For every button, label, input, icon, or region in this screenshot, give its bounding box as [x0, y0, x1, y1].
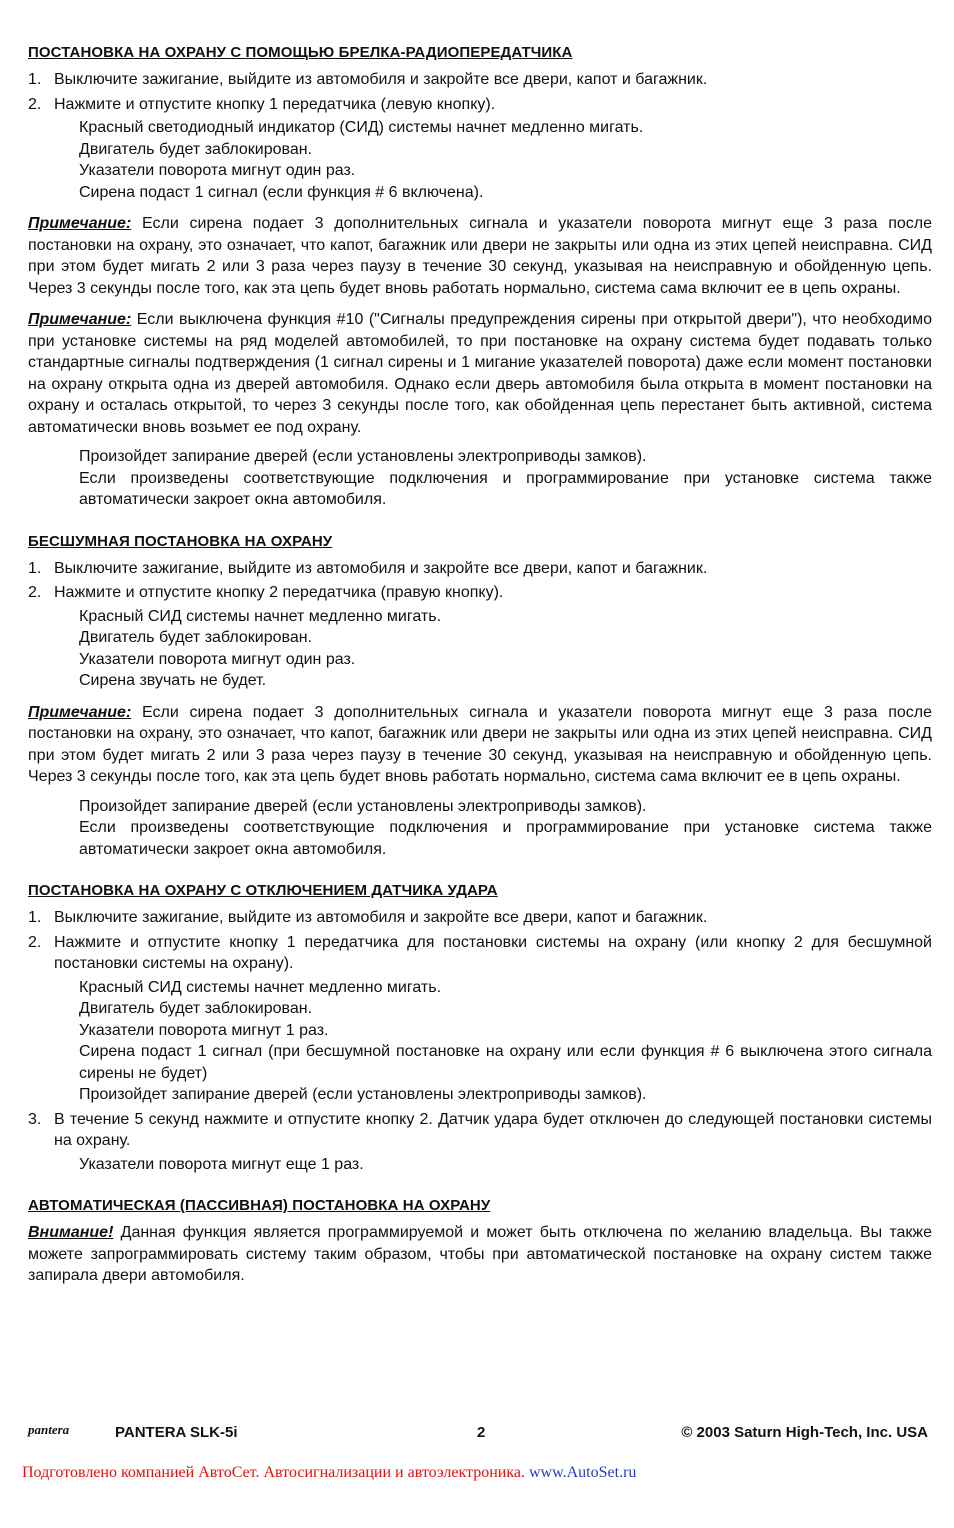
result-line: Указатели поворота мигнут еще 1 раз.	[79, 1155, 364, 1173]
footer-copyright: © 2003 Saturn High-Tech, Inc. USA	[681, 1424, 928, 1441]
result-line: Если произведены соответствующие подключения и программирование при установке система также автоматически закроет окна автомобиля.	[79, 469, 932, 508]
result-line: Двигатель будет заблокирован.	[79, 1000, 313, 1017]
section-passive-arming	[28, 1197, 932, 1287]
section-heading: БЕСШУМНАЯ ПОСТАНОВКА НА ОХРАНУ	[28, 532, 333, 550]
after-notes	[28, 796, 932, 861]
warning-paragraph: Внимание! Данная функция является программируемой и может быть отключена по желанию владельца. Вы также можете запрограммировать систему таким образом, чтобы при автоматической постановке на охрану систем также запирала двери автомобиля.	[28, 1224, 933, 1284]
section-heading: АВТОМАТИЧЕСКАЯ (ПАССИВНАЯ) ПОСТАНОВКА НА ОХРАНУ	[28, 1197, 491, 1214]
step-2: 2. Нажмите и отпустите кнопку 1 передатчика (левую кнопку).	[28, 95, 496, 113]
step-results	[28, 1154, 932, 1176]
after-notes	[28, 446, 932, 511]
step-1: 1. Выключите зажигание, выйдите из автомобиля и закройте все двери, капот и багажник.	[28, 909, 708, 926]
step-2: 2. Нажмите и отпустите кнопку 2 передатчика (правую кнопку).	[28, 584, 504, 601]
step-1: 1. Выключите зажигание, выйдите из автомобиля и закройте все двери, капот и багажник.	[28, 71, 708, 88]
result-line: Указатели поворота мигнут 1 раз.	[79, 1021, 329, 1039]
step-2: 2. Нажмите и отпустите кнопку 1 передатчика для постановки системы на охрану (или кнопку 2 для бесшумной постановки системы на охрану).	[28, 933, 932, 972]
result-line: Красный СИД системы начнет медленно мигать.	[79, 978, 442, 996]
note-label: Примечание:	[28, 703, 132, 721]
result-line: Сирена звучать не будет.	[79, 672, 267, 689]
result-line: Двигатель будет заблокирован.	[79, 629, 313, 646]
step-3: 3. В течение 5 секунд нажмите и отпустите кнопку 2. Датчик удара будет отключен до следующей постановки системы на охрану.	[28, 1110, 932, 1149]
result-line: Красный СИД системы начнет медленно мигать.	[79, 607, 442, 625]
note-label: Примечание:	[28, 215, 132, 232]
result-line: Двигатель будет заблокирован.	[79, 140, 313, 158]
section-heading: ПОСТАНОВКА НА ОХРАНУ С ПОМОЩЬЮ БРЕЛКА-РАДИОПЕРЕДАТЧИКА	[28, 44, 573, 61]
result-line: Указатели поворота мигнут один раз.	[79, 162, 356, 179]
section-shock-sensor-bypass	[28, 882, 932, 1175]
page-number: 2	[477, 1424, 486, 1441]
result-line: Произойдет запирание дверей (если установлены электроприводы замков).	[79, 448, 647, 465]
pantera-logo-icon: pantera	[28, 1422, 70, 1437]
step-results	[28, 977, 932, 1106]
result-line: Сирена подаст 1 сигнал (при бесшумной постановке на охрану или если функция # 6 выключена этого сигнала сирены не будет)	[79, 1043, 932, 1082]
result-line: Указатели поворота мигнут один раз.	[79, 650, 356, 668]
page-footer	[28, 1420, 928, 1446]
note-paragraph: Примечание: Если сирена подает 3 дополнительных сигнала и указатели поворота мигнут еще 3 раза после постановки на охрану, это означает, что капот, багажник или двери не закрыты или одна из этих цепей неисправна. СИД при этом будет мигать 2 или 3 раза через паузу в течение 30 секунд, указывая на неисправную и обойденную цепь. Через 3 секунды после того, как эта цепь будет вновь работать нормально, система сама включит ее в цепь охраны.	[28, 215, 932, 297]
document-page	[28, 44, 932, 1309]
step-1: 1. Выключите зажигание, выйдите из автомобиля и закройте все двери, капот и багажник.	[28, 559, 708, 577]
result-line: Произойдет запирание дверей (если установлены электроприводы замков).	[79, 1086, 647, 1103]
credit-line	[22, 1464, 636, 1482]
result-line: Сирена подаст 1 сигнал (если функция # 6 включена).	[79, 183, 484, 201]
step-results	[28, 606, 932, 692]
credit-link[interactable]: www.AutoSet.ru	[529, 1464, 637, 1481]
result-line: Красный светодиодный индикатор (СИД) системы начнет медленно мигать.	[79, 119, 644, 136]
warning-label: Внимание!	[28, 1224, 114, 1241]
credit-text: Подготовлено компанией АвтоСет. Автосигнализации и автоэлектроника.	[22, 1464, 525, 1481]
note-label: Примечание:	[28, 311, 132, 328]
section-silent-arming	[28, 533, 932, 861]
section-heading: ПОСТАНОВКА НА ОХРАНУ С ОТКЛЮЧЕНИЕМ ДАТЧИКА УДАРА	[28, 882, 498, 899]
note-paragraph: Примечание: Если выключена функция #10 ("Сигналы предупреждения сирены при открытой двери"), что необходимо при установке системы на ряд моделей автомобилей, то при постановке на охрану система будет подавать только стандартные сигналы подтверждения (1 сигнал сирены и 1 мигание указателей поворота) даже если момент постановки на охрану открыта одна из дверей автомобиля. Однако если дверь автомобиля была открыта в момент постановки на охрану и осталась открытой, то через 3 секунды после того, как обойденная цепь перестанет быть активной, система автоматически вновь возьмет ее под охрану.	[28, 311, 932, 436]
footer-model: PANTERA SLK-5i	[115, 1424, 238, 1441]
result-line: Если произведены соответствующие подключения и программирование при установке система также автоматически закроет окна автомобиля.	[79, 819, 932, 858]
note-paragraph: Примечание: Если сирена подает 3 дополнительных сигнала и указатели поворота мигнут еще 3 раза после постановки на охрану, это означает, что капот, багажник или двери не закрыты или одна из этих цепей неисправна. СИД при этом будет мигать 2 или 3 раза через паузу в течение 30 секунд, указывая на неисправную и обойденную цепь. Через 3 секунды после того, как эта цепь будет вновь работать нормально, система сама включит ее в цепь охраны.	[28, 703, 932, 785]
result-line: Произойдет запирание дверей (если установлены электроприводы замков).	[79, 797, 647, 815]
section-remote-arming	[28, 44, 932, 511]
step-results	[28, 117, 932, 203]
